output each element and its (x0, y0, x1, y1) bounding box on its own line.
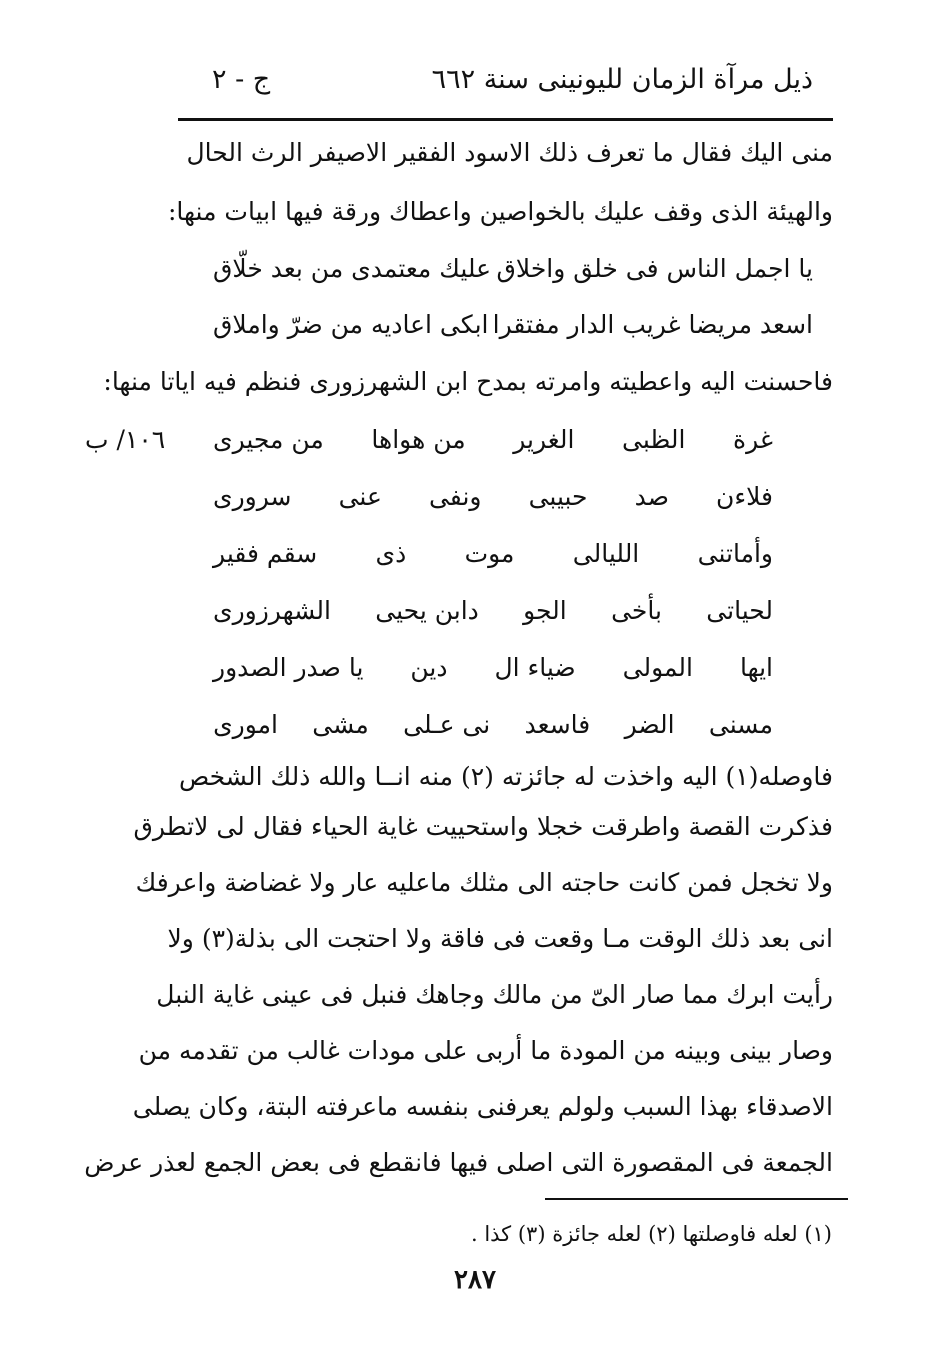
verse-word: سرورى (213, 482, 292, 511)
footnote: (١) لعله فاوصلتها (٢) لعله جائزة (٣) كذا . (470, 1222, 832, 1246)
verse-line (213, 584, 773, 638)
verse-word: الجو (523, 596, 567, 625)
verse-word: بأخى (611, 596, 662, 625)
verse-word: سقم فقير (213, 539, 318, 568)
verse-word: ذى (375, 539, 407, 568)
verse-word: الشهرزورى (213, 596, 331, 625)
verse-word: حبيبى (528, 482, 588, 511)
verse-word: من مجيرى (213, 425, 324, 454)
verse-word: مشى (312, 710, 369, 739)
text-line: وصار بينى وبينه من المودة ما أربى على مودات غالب من تقدمه من (138, 1036, 833, 1065)
verse-word: فاسعد (524, 710, 591, 739)
verse-word: دابن يحيى (375, 596, 479, 625)
verse-word: الظبى (621, 425, 686, 454)
text-line: فاحسنت اليه واعطيته وامرته بمدح ابن الشهرزورى فنظم فيه اياتا منها: (103, 367, 833, 396)
footnote-rule (545, 1198, 848, 1200)
folio-margin-note: ١٠٦/ ب (85, 425, 166, 454)
text-line: انى بعد ذلك الوقت مـا وقعت فى فاقة ولا احتجت الى بذلة(٣) ولا (167, 924, 833, 953)
text-line: منى اليك فقال ما تعرف ذلك الاسود الفقير الاصيفر الرث الحال (186, 138, 833, 167)
verse-line (213, 527, 773, 581)
verse-word: امورى (213, 710, 278, 739)
verse-word: ضياء ال (494, 653, 576, 682)
verse-line (213, 641, 773, 695)
text-line: والهيئة الذى وقف عليك بالخواصين واعطاك ورقة فيها ابيات منها: (167, 197, 833, 226)
text-line: فذكرت القصة واطرقت خجلا واستحييت غاية الحياء فقال لى لاتطرق (133, 812, 833, 841)
page-number: ٢٨٧ (454, 1265, 496, 1295)
verse-word: الليالى (572, 539, 640, 568)
verse-word: لحياتى (706, 596, 773, 625)
text-line: ولا تخجل فمن كانت حاجته الى مثلك ماعليه عار ولا غضاضة واعرفك (135, 868, 833, 897)
verse-word: الغرير (513, 425, 575, 454)
verse-word: نى عـلى (403, 710, 491, 739)
verse-word: دين (410, 653, 448, 682)
text-line: الجمعة فى المقصورة التى اصلى فيها فانقطع فى بعض الجمع لعذر عرض (84, 1148, 833, 1177)
verse-word: ايها (739, 653, 773, 682)
verse-word: يا صدر الصدور (213, 653, 364, 682)
verse-word: وأماتنى (697, 539, 773, 568)
verse-word: صد (634, 482, 669, 511)
hemistich: ابكى اعاديه من ضرّ واملاق (213, 310, 489, 339)
verse-word: ونفى (428, 482, 482, 511)
verse-line (213, 413, 773, 467)
verse-line (213, 298, 813, 352)
verse-word: مسنى (708, 710, 773, 739)
volume-label: ج - ٢ (212, 64, 271, 95)
hemistich: اسعد مريضا غريب الدار مفتقرا (492, 310, 813, 339)
verse-word: من هواها (371, 425, 466, 454)
verse-line (213, 698, 773, 752)
text-line: الاصدقاء بهذا السبب ولولم يعرفنى بنفسه ماعرفته البتة، وكان يصلى (132, 1092, 833, 1121)
verse-word: فلاءن (716, 482, 773, 511)
text-line: رأيت ابرك مما صار الىّ من مالك وجاهك فنبل فى عينى غاية النبل (156, 980, 833, 1009)
verse-line (213, 242, 813, 296)
verse-word: الضر (624, 710, 675, 739)
verse-line (213, 470, 773, 524)
verse-word: المولى (622, 653, 693, 682)
header-rule (178, 118, 833, 121)
text-line: فاوصله(١) اليه واخذت له جائزته (٢) منه انــا والله ذلك الشخص (178, 762, 833, 791)
verse-word: غرة (733, 425, 773, 454)
verse-word: موت (464, 539, 515, 568)
hemistich: عليك معتمدى من بعد خلّاق (213, 254, 492, 283)
running-title: ذيل مرآة الزمان لليونينى سنة ٦٦٢ (431, 64, 813, 95)
verse-word: عنى (338, 482, 382, 511)
hemistich: يا اجمل الناس فى خلق واخلاق (496, 254, 813, 283)
